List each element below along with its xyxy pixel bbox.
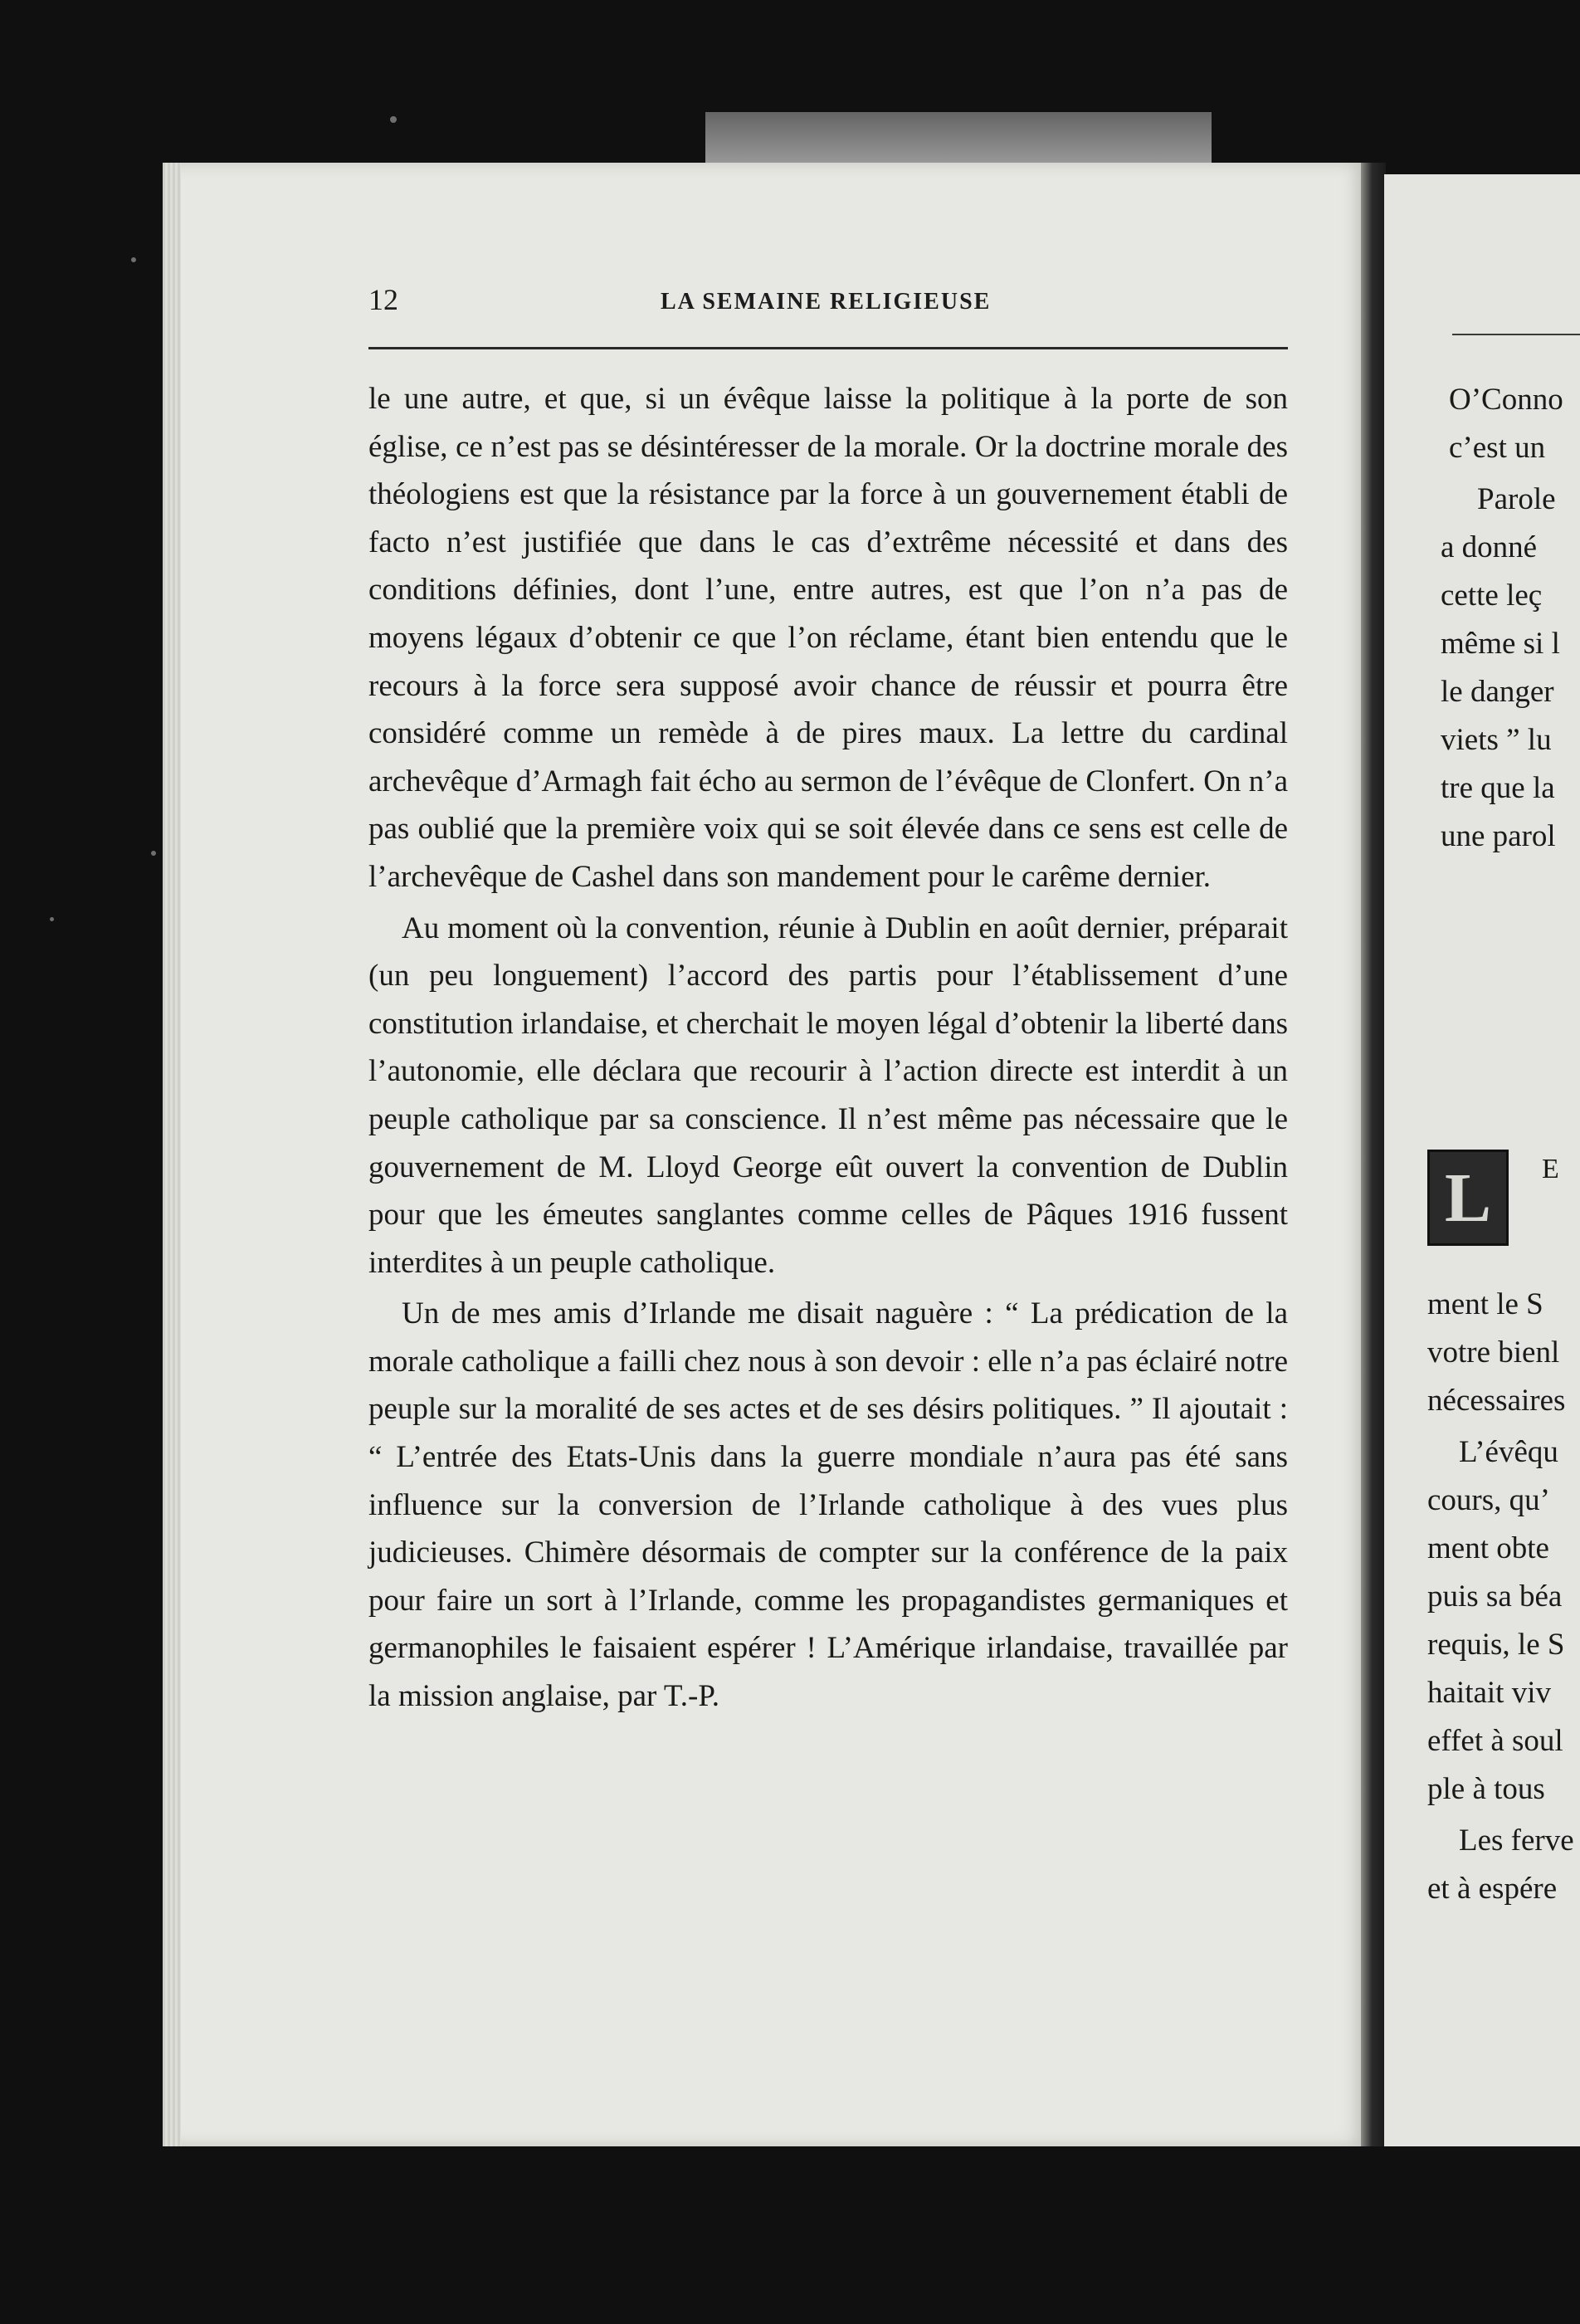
text-fragment: Parole [1477, 482, 1556, 516]
book-gutter [1361, 163, 1386, 2146]
dust-speck [131, 257, 136, 262]
text-fragment: ment le S [1427, 1287, 1543, 1321]
text-fragment: votre bienl [1427, 1335, 1560, 1370]
right-page [1384, 174, 1580, 2146]
running-title: LA SEMAINE RELIGIEUSE [661, 289, 992, 315]
drop-cap-continuation: E [1542, 1154, 1559, 1184]
text-fragment: L’évêqu [1459, 1435, 1558, 1469]
paragraph: Au moment où la convention, réunie à Dublin en août dernier, préparait (un peu longuement) l’accord des partis pour l’établissement d’une constitution irlandaise, et cherchait le moyen légal d’obtenir la liberté dans l’autonomie, elle déclara que recourir à l’action directe est interdit à un peuple catholique par sa conscience. Il n’est même pas nécessaire que le gouvernement de M. Lloyd George eût ouvert la convention de Dublin pour que les émeutes sanglantes comme celles de Pâques 1916 fussent interdites à un peuple catholique. [368, 911, 1288, 1280]
text-fragment: cours, qu’ [1427, 1483, 1550, 1517]
header-rule [368, 347, 1288, 349]
page-number: 12 [368, 283, 398, 316]
article-body [368, 375, 1288, 1721]
text-fragment: a donné [1441, 530, 1538, 564]
text-fragment: ment obte [1427, 1531, 1549, 1565]
text-fragment: viets ” lu [1441, 723, 1552, 757]
header-rule [1452, 334, 1580, 335]
text-fragment: et à espére [1427, 1872, 1558, 1906]
text-fragment: cette leç [1441, 579, 1543, 613]
text-fragment: O’Conno [1449, 383, 1563, 417]
text-fragment: tre que la [1441, 771, 1555, 805]
text-fragment: le danger [1441, 675, 1554, 709]
text-fragment: Les ferve [1459, 1824, 1574, 1858]
drop-cap: L [1427, 1150, 1509, 1246]
text-fragment: puis sa béa [1427, 1579, 1563, 1614]
dust-speck [50, 917, 54, 921]
text-fragment: requis, le S [1427, 1628, 1565, 1662]
text-fragment: c’est un [1449, 431, 1546, 465]
text-fragment: nécessaires [1427, 1384, 1566, 1418]
text-fragment: ple à tous [1427, 1772, 1545, 1806]
text-fragment: même si l [1441, 627, 1560, 661]
paragraph: le une autre, et que, si un évêque laisse la politique à la porte de son église, ce n’est pas se désintéresser de la morale. Or la doctrine morale des théologiens est que la résistance par la force à un gouvernement établi de facto n’est justifiée que dans le cas d’extrême nécessité et dans des conditions définies, dont l’une, entre autres, est que l’on n’a pas de moyens légaux d’obtenir ce que l’on réclame, étant bien entendu que le recours à la force sera supposé avoir chance de réussir et pourra être considéré comme un remède à de pires maux. La lettre du cardinal archevêque d’Armagh fait écho au sermon de l’évêque de Clonfert. On n’a pas oublié que la première voix qui se soit élevée dans ce sens est celle de l’archevêque de Cashel dans son mandement pour le carême dernier. [368, 382, 1288, 894]
page-header [368, 282, 1288, 340]
text-fragment: une parol [1441, 819, 1556, 853]
dust-speck [390, 116, 397, 123]
paragraph: Un de mes amis d’Irlande me disait naguère : “ La prédication de la morale catholique a failli chez nous à son devoir : elle n’a pas éclairé notre peuple sur la moralité de ses actes et de ses désirs politiques. ” Il ajoutait : “ L’entrée des Etats-Unis dans la guerre mondiale n’aura pas été sans influence sur la conversion de l’Irlande catholique à des vues plus judicieuses. Chimère désormais de compter sur la conférence de la paix pour faire un sort à l’Irlande, comme les propagandistes germaniques et germanophiles le faisaient espérer ! L’Amérique irlandaise, travaillée par la mission anglaise, par T.-P. [368, 1296, 1288, 1714]
dust-speck [151, 851, 156, 856]
text-fragment: effet à soul [1427, 1724, 1563, 1758]
text-fragment: haitait viv [1427, 1676, 1551, 1710]
